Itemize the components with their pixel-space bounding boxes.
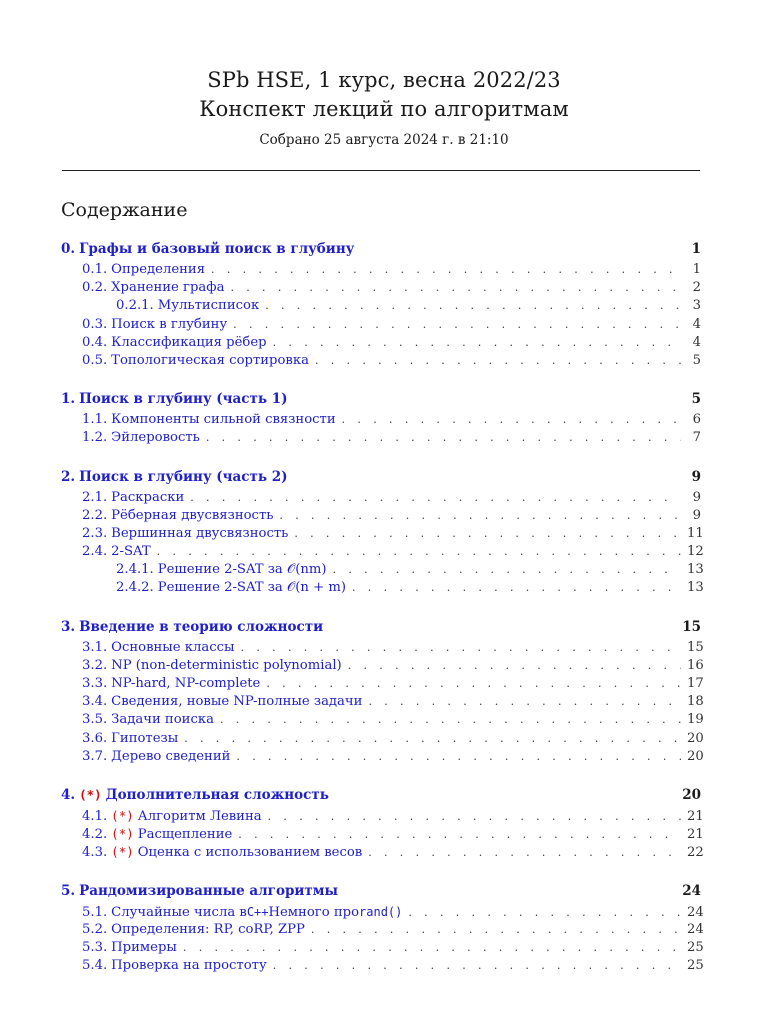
toc-entry-number: 4.1. — [82, 808, 108, 824]
toc-entry-page: 13 — [687, 562, 704, 578]
toc-entry-title: NP (non-deterministic polynomial) — [111, 657, 342, 673]
toc-entry-0-3[interactable] — [61, 316, 701, 334]
toc-entry-page: 5 — [691, 391, 701, 408]
toc-entry-2-4-1[interactable] — [61, 561, 704, 579]
toc-entry-page: 4 — [692, 334, 701, 350]
toc-entry-page: 20 — [687, 748, 704, 764]
toc-entry-title: Хранение графа — [111, 280, 225, 296]
dot-leader — [342, 411, 681, 429]
title-block — [0, 66, 768, 148]
dot-leader — [368, 844, 681, 862]
dot-leader — [368, 693, 681, 711]
toc-entry-title: Поиск в глубину (часть 2) — [79, 468, 288, 485]
toc-entry-0[interactable] — [61, 237, 701, 261]
toc-entry-title: Графы и базовый поиск в глубину — [79, 241, 355, 257]
toc-entry-number: 1.2. — [82, 430, 108, 446]
toc-entry-number: 0.4. — [82, 334, 108, 350]
toc-entry-title: Примеры — [111, 939, 177, 955]
toc-entry-page: 20 — [682, 786, 701, 803]
optional-marker: (*) — [79, 786, 102, 802]
table-of-contents — [61, 237, 704, 992]
dot-leader — [265, 297, 681, 315]
toc-entry-number: 4. — [61, 786, 76, 803]
toc-entry-number: 2.4.2. — [116, 580, 154, 596]
toc-entry-2-1[interactable] — [61, 489, 701, 507]
toc-entry-page: 20 — [687, 730, 704, 746]
toc-entry-title: 2-SAT — [111, 544, 151, 560]
toc-entry-number: 2.4. — [82, 544, 108, 560]
toc-entry-title: Задачи поиска — [111, 712, 214, 728]
toc-entry-number: 5.3. — [82, 939, 108, 955]
dot-leader — [236, 748, 681, 766]
toc-entry-title: Эйлеровость — [111, 430, 200, 446]
toc-entry-number: 2.1. — [82, 489, 108, 505]
toc-entry-code: C++ — [246, 904, 269, 919]
dot-leader — [220, 711, 681, 729]
dot-leader — [294, 525, 681, 543]
toc-section-2 — [61, 465, 704, 598]
toc-entry-page: 24 — [687, 904, 704, 920]
optional-marker: (*) — [111, 826, 134, 842]
toc-entry-2-4[interactable] — [61, 543, 704, 561]
toc-section-0 — [61, 237, 701, 370]
dot-leader — [315, 352, 681, 370]
toc-entry-page: 4 — [692, 316, 701, 332]
compiled-date: Собрано 25 августа 2024 г. в 21:10 — [259, 132, 509, 148]
dot-leader — [206, 429, 681, 447]
document-title-line1: SPb HSE, 1 курс, весна 2022/23 — [207, 68, 561, 92]
toc-entry-number: 3.6. — [82, 730, 108, 746]
toc-entry-number: 4.2. — [82, 827, 108, 843]
toc-entry-0-1[interactable] — [61, 261, 701, 279]
toc-entry-number: 5.2. — [82, 921, 108, 937]
toc-entry-title: Гипотезы — [111, 730, 179, 746]
optional-marker: (*) — [111, 844, 134, 860]
dot-leader — [266, 675, 681, 693]
toc-entry-title: Рандомизированные алгоритмы — [79, 882, 339, 899]
toc-entry-page: 21 — [687, 808, 704, 824]
dot-leader — [184, 730, 681, 748]
toc-entry-5-4[interactable] — [61, 957, 704, 975]
toc-entry-page: 2 — [692, 280, 701, 296]
horizontal-rule — [62, 170, 700, 171]
toc-entry-title: Дополнительная сложность — [105, 786, 329, 803]
dot-leader — [408, 904, 681, 922]
toc-entry-title: Поиск в глубину — [111, 316, 228, 332]
toc-entry-3-6[interactable] — [61, 730, 704, 748]
toc-entry-page: 24 — [682, 882, 701, 899]
toc-entry-page: 18 — [687, 694, 704, 710]
toc-entry-page: 3 — [692, 298, 701, 314]
toc-entry-4-1[interactable] — [61, 807, 704, 825]
toc-entry-page: 12 — [687, 544, 704, 560]
toc-entry-title: Решение 2-SAT за 𝒪(nm) — [157, 562, 327, 578]
dot-leader — [183, 939, 681, 957]
toc-section-5 — [61, 879, 704, 976]
toc-entry-page: 25 — [687, 939, 704, 955]
toc-entry-number: 1. — [61, 391, 76, 408]
toc-entry-title: Дерево сведений — [111, 748, 231, 764]
toc-entry-page: 25 — [687, 958, 704, 974]
toc-entry-0-2[interactable] — [61, 279, 701, 297]
toc-entry-number: 1.1. — [82, 412, 108, 428]
toc-entry-3-7[interactable] — [61, 748, 704, 766]
toc-entry-3-3[interactable] — [61, 675, 704, 693]
toc-entry-page: 19 — [687, 712, 704, 728]
toc-entry-title: Топологическая сортировка — [111, 352, 309, 368]
toc-entry-title: Оценка с использованием весов — [137, 845, 363, 861]
toc-entry-number: 3.2. — [82, 657, 108, 673]
document-title-line2: Конспект лекций по алгоритмам — [199, 97, 569, 121]
dot-leader — [241, 639, 681, 657]
toc-entry-page: 15 — [682, 618, 701, 635]
toc-entry-title: Классификация рёбер — [111, 334, 267, 350]
dot-leader — [230, 279, 681, 297]
toc-entry-title: NP-hard, NP-complete — [111, 676, 261, 691]
toc-entry-page: 13 — [687, 580, 704, 596]
optional-marker: (*) — [111, 807, 134, 823]
toc-entry-4-2[interactable] — [61, 825, 704, 843]
dot-leader — [273, 957, 681, 975]
toc-entry-title: Расщепление — [137, 827, 233, 843]
toc-entry-number: 4.3. — [82, 845, 108, 861]
toc-entry-1[interactable] — [61, 387, 701, 411]
toc-entry-title: Проверка на простоту — [111, 958, 267, 974]
toc-entry-3-5[interactable] — [61, 711, 704, 729]
toc-entry-number: 0.2. — [82, 280, 108, 296]
toc-entry-title: Поиск в глубину (часть 1) — [79, 391, 288, 408]
toc-entry-3-2[interactable] — [61, 657, 704, 675]
toc-entry-3[interactable] — [61, 615, 701, 639]
toc-entry-0-5[interactable] — [61, 352, 701, 370]
dot-leader — [348, 657, 681, 675]
toc-entry-page: 16 — [687, 657, 704, 673]
toc-entry-page: 22 — [687, 845, 704, 861]
toc-entry-number: 0.2.1. — [116, 298, 154, 314]
toc-entry-2-4-2[interactable] — [61, 579, 704, 597]
toc-entry-1-1[interactable] — [61, 411, 701, 429]
toc-section-3 — [61, 615, 704, 766]
toc-entry-page: 17 — [687, 676, 704, 691]
toc-entry-number: 2.3. — [82, 525, 108, 541]
toc-entry-page: 9 — [692, 507, 701, 523]
dot-leader — [311, 921, 681, 939]
toc-entry-title: Рёберная двусвязность — [111, 507, 274, 523]
toc-entry-number: 0.1. — [82, 262, 108, 277]
dot-leader — [352, 579, 681, 597]
toc-entry-number: 5.4. — [82, 958, 108, 974]
toc-entry-4-3[interactable] — [61, 843, 704, 861]
toc-entry-title-part: Немного про — [268, 904, 360, 920]
toc-entry-code: rand() — [359, 904, 403, 919]
toc-entry-number: 5.1. — [82, 904, 108, 920]
toc-entry-number: 3.1. — [82, 639, 108, 655]
toc-entry-title: Определения — [111, 262, 206, 277]
toc-entry-number: 3. — [61, 618, 76, 635]
toc-entry-title: Решение 2-SAT за 𝒪(n + m) — [157, 580, 347, 596]
toc-entry-number: 0. — [61, 241, 76, 257]
toc-heading: Содержание — [61, 199, 188, 221]
toc-section-4 — [61, 783, 704, 862]
dot-leader — [211, 261, 681, 279]
toc-entry-number: 3.7. — [82, 748, 108, 764]
toc-entry-number: 3.3. — [82, 676, 108, 691]
toc-entry-page: 21 — [687, 827, 704, 843]
toc-entry-number: 3.5. — [82, 712, 108, 728]
toc-entry-page: 11 — [687, 525, 704, 541]
toc-entry-title: Раскраски — [111, 489, 185, 505]
toc-entry-3-4[interactable] — [61, 693, 704, 711]
dot-leader — [279, 507, 681, 525]
dot-leader — [333, 561, 681, 579]
toc-entry-page: 24 — [687, 921, 704, 937]
toc-entry-number: 0.3. — [82, 316, 108, 332]
dot-leader — [190, 489, 681, 507]
toc-entry-title: Вершинная двусвязность — [111, 525, 289, 541]
toc-entry-5[interactable] — [61, 879, 701, 903]
toc-entry-number: 2.4.1. — [116, 562, 154, 578]
toc-entry-5-3[interactable] — [61, 939, 704, 957]
dot-leader — [238, 826, 681, 844]
toc-section-1 — [61, 387, 701, 447]
toc-entry-number: 5. — [61, 882, 76, 899]
dot-leader — [273, 334, 681, 352]
toc-entry-number: 2. — [61, 468, 76, 485]
dot-leader — [233, 316, 681, 334]
toc-entry-2[interactable] — [61, 465, 701, 489]
toc-entry-title: Основные классы — [111, 639, 235, 655]
toc-entry-page: 6 — [692, 412, 701, 428]
toc-entry-title: Введение в теорию сложности — [79, 618, 324, 635]
toc-entry-title: Сведения, новые NP-полные задачи — [111, 694, 363, 710]
toc-entry-3-1[interactable] — [61, 639, 704, 657]
toc-entry-number: 0.5. — [82, 352, 108, 368]
toc-entry-title: Компоненты сильной связности — [111, 412, 336, 428]
dot-leader — [268, 808, 681, 826]
toc-entry-4[interactable] — [61, 783, 701, 807]
toc-entry-5-1[interactable] — [61, 903, 704, 921]
toc-entry-0-4[interactable] — [61, 334, 701, 352]
toc-entry-0-2-1[interactable] — [61, 297, 701, 315]
toc-entry-page: 1 — [692, 262, 701, 277]
dot-leader — [157, 543, 681, 561]
toc-entry-1-2[interactable] — [61, 429, 701, 447]
toc-entry-2-2[interactable] — [61, 507, 701, 525]
toc-entry-page: 9 — [692, 489, 701, 505]
toc-entry-number: 2.2. — [82, 507, 108, 523]
toc-entry-page: 15 — [687, 639, 704, 655]
toc-entry-2-3[interactable] — [61, 525, 704, 543]
toc-entry-page: 5 — [692, 352, 701, 368]
toc-entry-page: 7 — [692, 430, 701, 446]
toc-entry-title: Мультисписок — [157, 298, 260, 314]
toc-entry-5-2[interactable] — [61, 921, 704, 939]
toc-entry-title: Алгоритм Левина — [137, 808, 262, 824]
toc-entry-title: Определения: RP, coRP, ZPP — [111, 921, 305, 937]
toc-entry-page: 9 — [691, 468, 701, 485]
toc-entry-title-part: Случайные числа в — [111, 904, 247, 920]
toc-entry-number: 3.4. — [82, 694, 108, 710]
toc-entry-page: 1 — [691, 241, 701, 257]
